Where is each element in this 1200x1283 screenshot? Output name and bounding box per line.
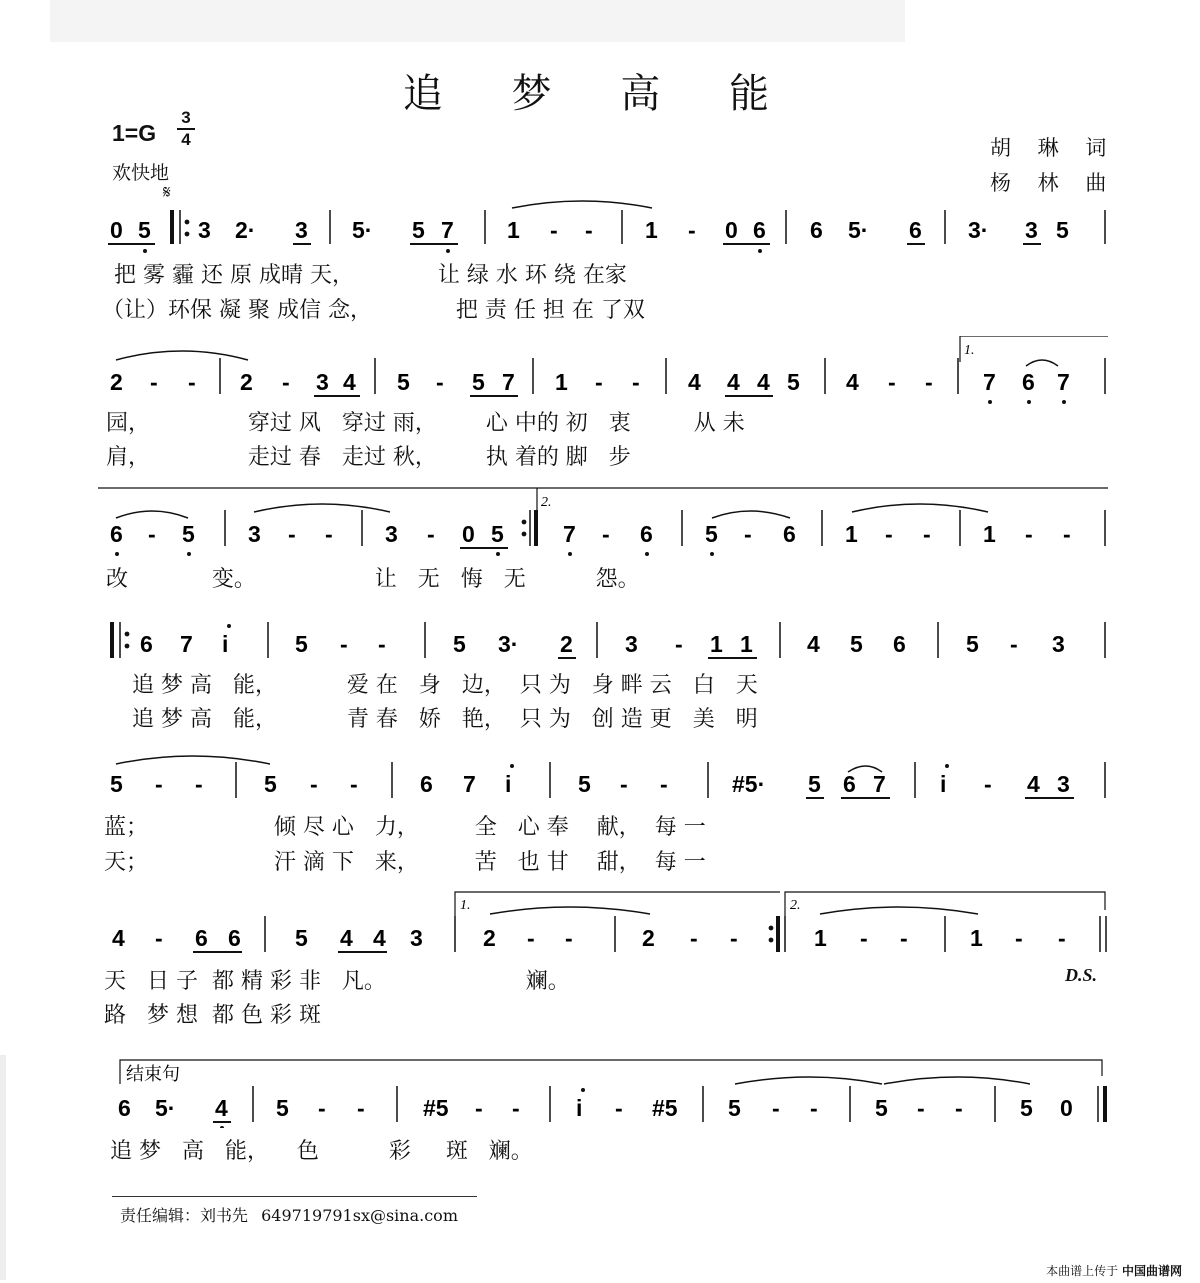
lyric-verse-1: 把 雾 霾 还 原 成晴 天， 让 绿 水 环 绕 在家 <box>114 263 627 288</box>
note: 7 <box>463 771 476 797</box>
lyric-verse-1: 天 日 子 都 精 彩 非 凡。 斓。 <box>104 969 570 994</box>
dots-row-5 <box>510 764 949 768</box>
note: - <box>585 217 593 243</box>
note: - <box>925 369 933 395</box>
top-band <box>50 0 905 42</box>
note: 7 <box>983 369 996 395</box>
note: - <box>730 925 738 951</box>
note: - <box>900 925 908 951</box>
note: 5 <box>295 925 308 951</box>
staff-svg-4 <box>0 612 1200 672</box>
note: 1 <box>710 631 723 657</box>
note: - <box>378 631 386 657</box>
note: 6 <box>1022 369 1035 395</box>
staff-svg-2 <box>0 336 1200 406</box>
note: 6 <box>909 217 922 243</box>
tie <box>735 1077 882 1084</box>
note: - <box>620 771 628 797</box>
site-text: 本曲谱上传于 <box>1046 1264 1119 1278</box>
note: 6 <box>810 217 823 243</box>
dots-row-2 <box>988 400 1066 404</box>
note: 1 <box>645 217 658 243</box>
staff-row-3 <box>0 486 1200 596</box>
note: 5 <box>295 631 308 657</box>
time-bottom: 4 <box>181 130 191 149</box>
note: - <box>357 1095 365 1121</box>
note: - <box>923 521 931 547</box>
note: i <box>940 771 947 797</box>
note: - <box>810 1095 818 1121</box>
note: - <box>917 1095 925 1121</box>
tie <box>820 907 978 914</box>
note: 4 <box>846 369 859 395</box>
note: 1 <box>507 217 520 243</box>
note: 2 <box>642 925 655 951</box>
note: 5 <box>850 631 863 657</box>
staff-row-2 <box>0 336 1200 476</box>
segno-icon: 𝄋 <box>163 182 171 203</box>
note: 3· <box>498 631 519 657</box>
note: 3 <box>248 521 261 547</box>
note: 1 <box>983 521 996 547</box>
note: 5· <box>352 217 373 243</box>
staff-row-7 <box>0 1058 1200 1168</box>
note: 5 <box>728 1095 741 1121</box>
note: - <box>744 521 752 547</box>
lyric-verse-2: 路 梦 想 都 色 彩 斑 <box>104 1003 321 1028</box>
note: i <box>576 1095 583 1121</box>
note: - <box>188 369 196 395</box>
volta-1-bracket <box>960 336 1108 362</box>
note: 4 <box>373 925 386 951</box>
note: 5 <box>472 369 485 395</box>
note: - <box>1025 521 1033 547</box>
note: - <box>602 521 610 547</box>
note: 7 <box>873 771 886 797</box>
staff-svg-7 <box>0 1058 1200 1128</box>
note: 4 <box>688 369 701 395</box>
note: 6 <box>783 521 796 547</box>
lyric-verse-1: 改 变。 让 无 悔 无 怨。 <box>106 567 640 592</box>
note: 1 <box>970 925 983 951</box>
tie <box>852 504 988 512</box>
note: - <box>155 925 163 951</box>
note: 2 <box>560 631 573 657</box>
note: 6 <box>843 771 856 797</box>
note: 7 <box>441 217 454 243</box>
note: 5 <box>412 217 425 243</box>
note: - <box>340 631 348 657</box>
note: 5 <box>1056 217 1069 243</box>
note: 0 <box>725 217 738 243</box>
tie <box>512 201 652 208</box>
repeat-end-dots-row-3 <box>522 520 527 537</box>
note: 1 <box>740 631 753 657</box>
slur <box>1026 360 1058 366</box>
note: 5 <box>182 521 195 547</box>
song-title: 追 梦 高 能 <box>402 71 798 117</box>
note: 0 <box>462 521 475 547</box>
staff-row-4 <box>0 612 1200 737</box>
notes-row-3 <box>110 521 1071 547</box>
note: 7 <box>502 369 515 395</box>
dots-row-3 <box>115 552 714 556</box>
note: - <box>550 217 558 243</box>
note: 3 <box>625 631 638 657</box>
note: - <box>675 631 683 657</box>
note: - <box>984 771 992 797</box>
lyric-verse-1: 园， 穿过 风 穿过 雨， 心 中的 初 衷 从 未 <box>106 411 745 436</box>
note: - <box>565 925 573 951</box>
note: - <box>955 1095 963 1121</box>
barlines-row-3 <box>225 510 1105 546</box>
note: - <box>325 521 333 547</box>
note: - <box>888 369 896 395</box>
barlines-row-1 <box>172 210 1105 244</box>
note: i <box>505 771 512 797</box>
note: 5 <box>966 631 979 657</box>
note: 3 <box>316 369 329 395</box>
note: 5 <box>808 771 821 797</box>
note: - <box>1063 521 1071 547</box>
note: 6 <box>753 217 766 243</box>
note: - <box>885 521 893 547</box>
notes-row-1 <box>110 217 1069 243</box>
notes-row-5 <box>110 771 1070 797</box>
volta-2-label: 2. <box>541 495 552 510</box>
note: 6 <box>195 925 208 951</box>
staff-svg-6 <box>0 890 1200 960</box>
note: - <box>195 771 203 797</box>
tempo-marking: 欢快地 <box>112 162 170 184</box>
note: 6 <box>893 631 906 657</box>
dots-row-1 <box>143 249 762 253</box>
note: 7 <box>180 631 193 657</box>
note: 0 <box>1060 1095 1073 1121</box>
tie <box>116 756 270 764</box>
dots-row-7 <box>220 1088 585 1128</box>
note: 6 <box>140 631 153 657</box>
note: - <box>660 771 668 797</box>
note: - <box>772 1095 780 1121</box>
note: - <box>688 217 696 243</box>
tie <box>116 351 248 360</box>
notes-row-7 <box>118 1095 1073 1121</box>
note: 6 <box>110 521 123 547</box>
slur <box>712 511 790 518</box>
note: 3 <box>410 925 423 951</box>
note: 3 <box>198 217 211 243</box>
note: #5· <box>732 771 766 797</box>
note: 6 <box>118 1095 131 1121</box>
ending-label: 结束句 <box>126 1064 180 1085</box>
note: - <box>512 1095 520 1121</box>
note: - <box>475 1095 483 1121</box>
staff-row-5 <box>0 748 1200 878</box>
note: 3 <box>385 521 398 547</box>
note: - <box>1010 631 1018 657</box>
repeat-dots-row-1 <box>185 220 190 237</box>
note: - <box>690 925 698 951</box>
repeat-end-dots-row-6 <box>769 926 774 943</box>
lyric-ending: 追 梦 高 能， 色 彩 斑 斓。 <box>110 1139 533 1164</box>
key-signature: 1=G <box>112 120 157 146</box>
notes-row-2 <box>110 369 1070 395</box>
note: 4 <box>215 1095 228 1121</box>
note: 5 <box>875 1095 888 1121</box>
note: 7 <box>1057 369 1070 395</box>
note: - <box>527 925 535 951</box>
note: 2 <box>110 369 123 395</box>
barlines-row-5 <box>236 762 1105 798</box>
lyric-verse-1: 蓝； 倾 尽 心 力， 全 心 奉 献， 每 一 <box>104 815 706 840</box>
note: 7 <box>563 521 576 547</box>
tie <box>884 1077 1030 1084</box>
note: 5 <box>110 771 123 797</box>
note: 3 <box>1052 631 1065 657</box>
note: 5 <box>138 217 151 243</box>
note: 4 <box>343 369 356 395</box>
note: 6 <box>228 925 241 951</box>
note: 3 <box>1025 217 1038 243</box>
note: - <box>310 771 318 797</box>
note: 4 <box>727 369 740 395</box>
note: - <box>436 369 444 395</box>
staff-row-6 <box>0 890 1200 1035</box>
note: 3 <box>295 217 308 243</box>
note: 1 <box>814 925 827 951</box>
time-top: 3 <box>181 108 191 127</box>
tie <box>254 504 390 512</box>
ds-marking: D.S. <box>1065 965 1098 985</box>
note: i <box>222 631 229 657</box>
note: 3· <box>968 217 989 243</box>
editor-credit: 责任编辑：刘书先 <box>120 1206 249 1225</box>
note: - <box>860 925 868 951</box>
note: - <box>427 521 435 547</box>
repeat-dots-row-4 <box>125 632 130 649</box>
note: - <box>288 521 296 547</box>
note: - <box>148 521 156 547</box>
slur <box>116 511 188 518</box>
note: 2 <box>240 369 253 395</box>
composer-credit: 杨 林 曲 <box>990 171 1117 195</box>
barlines-row-7 <box>253 1086 1105 1122</box>
note: 6 <box>640 521 653 547</box>
lyricist-credit: 胡 琳 词 <box>990 136 1117 160</box>
note: 5 <box>705 521 718 547</box>
staff-svg-5 <box>0 748 1200 813</box>
note: 5 <box>787 369 800 395</box>
note: - <box>1058 925 1066 951</box>
note: #5 <box>423 1095 449 1121</box>
ending-bracket <box>120 1060 1102 1084</box>
note: 4 <box>340 925 353 951</box>
note: 1 <box>555 369 568 395</box>
volta-1-label: 1. <box>460 898 471 913</box>
time-signature <box>176 108 196 150</box>
note: 5 <box>578 771 591 797</box>
staff-svg-1 <box>0 196 1200 256</box>
note: - <box>632 369 640 395</box>
note: 5 <box>276 1095 289 1121</box>
note: 3 <box>1057 771 1070 797</box>
lyric-verse-2: 肩， 走过 春 走过 秋， 执 着的 脚 步 <box>106 445 631 470</box>
note: - <box>155 771 163 797</box>
note: 6 <box>420 771 433 797</box>
tie <box>490 907 650 914</box>
note: 5 <box>397 369 410 395</box>
staff-row-1 <box>0 196 1200 326</box>
note: 4 <box>757 369 770 395</box>
dots-row-4 <box>227 624 231 628</box>
note: 4 <box>1027 771 1040 797</box>
volta-1-label: 1. <box>964 343 975 358</box>
barlines-row-4 <box>112 622 1105 658</box>
lyric-verse-2: 天； 汗 滴 下 来， 苦 也 甘 甜， 每 一 <box>104 850 706 875</box>
note: - <box>318 1095 326 1121</box>
note: 0 <box>110 217 123 243</box>
note: 2 <box>483 925 496 951</box>
note: 5· <box>848 217 869 243</box>
editor-email: 649719791sx@sina.com <box>261 1206 458 1225</box>
note: - <box>150 369 158 395</box>
note: 5· <box>155 1095 176 1121</box>
site-name: 中国曲谱网 <box>1121 1264 1182 1278</box>
note: 4 <box>807 631 820 657</box>
lyric-verse-2: 追 梦 高 能， 青 春 娇 艳， 只 为 创 造 更 美 明 <box>132 707 758 732</box>
note: - <box>350 771 358 797</box>
lyric-verse-2: （让）环保 凝 聚 成信 念， 把 责 任 担 在 了双 <box>102 298 645 323</box>
site-watermark <box>1046 1262 1182 1279</box>
volta-2-label: 2. <box>790 898 801 913</box>
note: 5 <box>453 631 466 657</box>
note: 4 <box>112 925 125 951</box>
note: #5 <box>652 1095 678 1121</box>
notes-row-6 <box>112 925 1066 951</box>
note: 2· <box>235 217 256 243</box>
notes-row-4 <box>140 631 1065 657</box>
note: 5 <box>491 521 504 547</box>
note: - <box>615 1095 623 1121</box>
note: 5 <box>264 771 277 797</box>
note: - <box>282 369 290 395</box>
lyric-verse-1: 追 梦 高 能， 爱 在 身 边， 只 为 身 畔 云 白 天 <box>132 673 758 698</box>
editor-footer <box>112 1196 477 1226</box>
note: - <box>1015 925 1023 951</box>
note: 5 <box>1020 1095 1033 1121</box>
staff-svg-3 <box>0 486 1200 556</box>
note: - <box>595 369 603 395</box>
note: 1 <box>845 521 858 547</box>
